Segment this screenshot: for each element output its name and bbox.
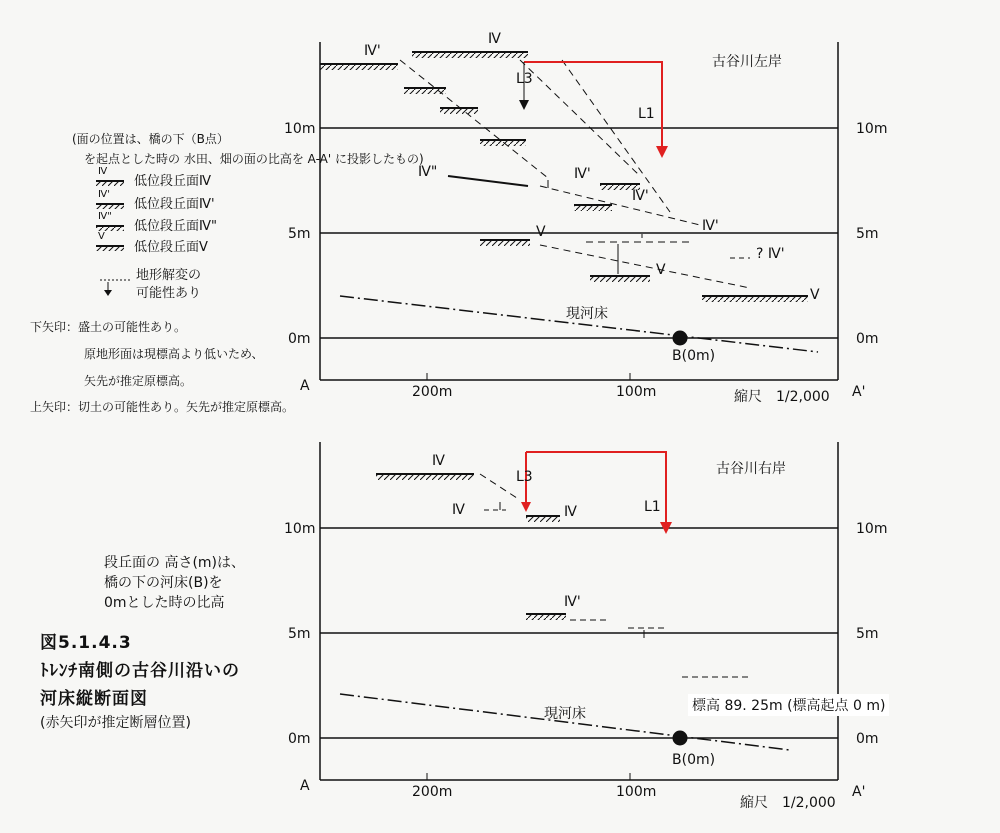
lower-surface-label: Ⅳ' bbox=[564, 594, 581, 610]
upper-surface-label: Ⅳ' bbox=[702, 218, 719, 234]
legend-item-1: 低位段丘面Ⅳ bbox=[134, 174, 211, 189]
upper-y10-left: 10m bbox=[284, 121, 316, 137]
lower-y0-left: 0m bbox=[288, 731, 311, 747]
legend-down-arrow-1: 下矢印：盛土の可能性あり。 bbox=[30, 320, 187, 334]
lower-axis-a: A bbox=[300, 778, 310, 794]
upper-surface-label: Ⅴ bbox=[656, 262, 666, 278]
upper-surface-label: Ⅳ" bbox=[418, 164, 438, 180]
lower-point-label: B(0m) bbox=[672, 752, 716, 768]
lower-point-b bbox=[673, 731, 687, 745]
lower-fault-l3: L3 bbox=[516, 469, 533, 485]
upper-x-200: 200m bbox=[412, 384, 453, 400]
lower-y0-right: 0m bbox=[856, 731, 879, 747]
lower-bank-label: 古谷川右岸 bbox=[716, 461, 786, 477]
height-note-1: 段丘面の 高さ(m)は、 bbox=[104, 555, 246, 571]
lower-surface-label: Ⅳ bbox=[564, 504, 577, 520]
upper-y0-right: 0m bbox=[856, 331, 879, 347]
legend-symbol-2: Ⅳ' bbox=[98, 189, 110, 200]
upper-surface-label: Ⅳ bbox=[488, 31, 501, 47]
legend-up-arrow: 上矢印：切土の可能性あり。矢先が推定原標高。 bbox=[30, 400, 295, 414]
upper-y10-right: 10m bbox=[856, 121, 888, 137]
height-note-3: 0mとした時の比高 bbox=[104, 595, 225, 611]
upper-fault-arrow-l3 bbox=[519, 100, 529, 110]
legend-item-3: 低位段丘面Ⅳ" bbox=[134, 219, 217, 234]
legend-intro-2: を起点とした時の 水田、畑の面の比高を A-A' に投影したもの) bbox=[84, 152, 424, 166]
legend-symbol-1: Ⅳ bbox=[98, 166, 108, 177]
lower-fault-l1: L1 bbox=[644, 499, 661, 515]
legend-dotted-2: 可能性あり bbox=[136, 286, 202, 301]
lower-y5-right: 5m bbox=[856, 626, 879, 642]
upper-surface-label: ? Ⅳ' bbox=[756, 246, 785, 262]
upper-y5-left: 5m bbox=[288, 226, 311, 242]
legend-item-4: 低位段丘面Ⅴ bbox=[134, 240, 208, 255]
upper-surface-label: Ⅴ bbox=[536, 224, 546, 240]
upper-surface-label: Ⅳ' bbox=[574, 166, 591, 182]
legend-item-2: 低位段丘面Ⅳ' bbox=[134, 197, 215, 212]
upper-axis-a-prime: A' bbox=[852, 384, 866, 400]
lower-x-200: 200m bbox=[412, 784, 453, 800]
lower-scale: 縮尺 1/2,000 bbox=[740, 795, 836, 811]
upper-axis-a: A bbox=[300, 378, 310, 394]
figure-title-2: 河床縦断面図 bbox=[40, 689, 148, 709]
upper-y5-right: 5m bbox=[856, 226, 879, 242]
upper-scale: 縮尺 1/2,000 bbox=[734, 389, 830, 405]
lower-y5-left: 5m bbox=[288, 626, 311, 642]
lower-axis-a-prime: A' bbox=[852, 784, 866, 800]
upper-panel bbox=[320, 42, 838, 380]
legend-down-arrow-2: 原地形面は現標高より低いため、 bbox=[84, 347, 264, 361]
upper-fault-l3: L3 bbox=[516, 71, 533, 87]
lower-y10-left: 10m bbox=[284, 521, 316, 537]
legend-down-arrow-3: 矢先が推定原標高。 bbox=[84, 374, 193, 388]
legend-dotted-1: 地形解変の bbox=[136, 268, 202, 283]
upper-surface-label: Ⅳ' bbox=[364, 43, 381, 59]
upper-x-100: 100m bbox=[616, 384, 657, 400]
upper-fault-l1: L1 bbox=[638, 106, 655, 122]
figure-title-1: ﾄﾚﾝﾁ南側の古谷川沿いの bbox=[40, 661, 240, 681]
upper-y0-left: 0m bbox=[288, 331, 311, 347]
figure-number: 図5.1.4.3 bbox=[40, 633, 132, 653]
legend-symbol-3: Ⅳ" bbox=[98, 211, 112, 222]
lower-x-100: 100m bbox=[616, 784, 657, 800]
figure-note: (赤矢印が推定断層位置) bbox=[40, 715, 191, 731]
lower-elevation-note: 標高 89. 25m (標高起点 0 m) bbox=[688, 694, 889, 716]
upper-riverbed-label: 現河床 bbox=[566, 306, 608, 322]
upper-bank-label: 古谷川左岸 bbox=[712, 54, 782, 70]
upper-surface-label: Ⅴ bbox=[810, 287, 820, 303]
upper-surface-label: Ⅳ' bbox=[632, 188, 649, 204]
legend-intro-1: (面の位置は、橋の下（B点） bbox=[72, 132, 229, 146]
lower-y10-right: 10m bbox=[856, 521, 888, 537]
upper-point-b bbox=[673, 331, 687, 345]
upper-point-label: B(0m) bbox=[672, 348, 716, 364]
lower-surface-label: Ⅳ bbox=[432, 453, 445, 469]
lower-surface-label: Ⅳ bbox=[452, 502, 465, 518]
height-note-2: 橋の下の河床(B)を bbox=[104, 575, 223, 591]
legend-symbol-4: Ⅴ bbox=[98, 231, 105, 242]
lower-riverbed-label: 現河床 bbox=[544, 706, 586, 722]
lower-panel bbox=[320, 442, 838, 780]
